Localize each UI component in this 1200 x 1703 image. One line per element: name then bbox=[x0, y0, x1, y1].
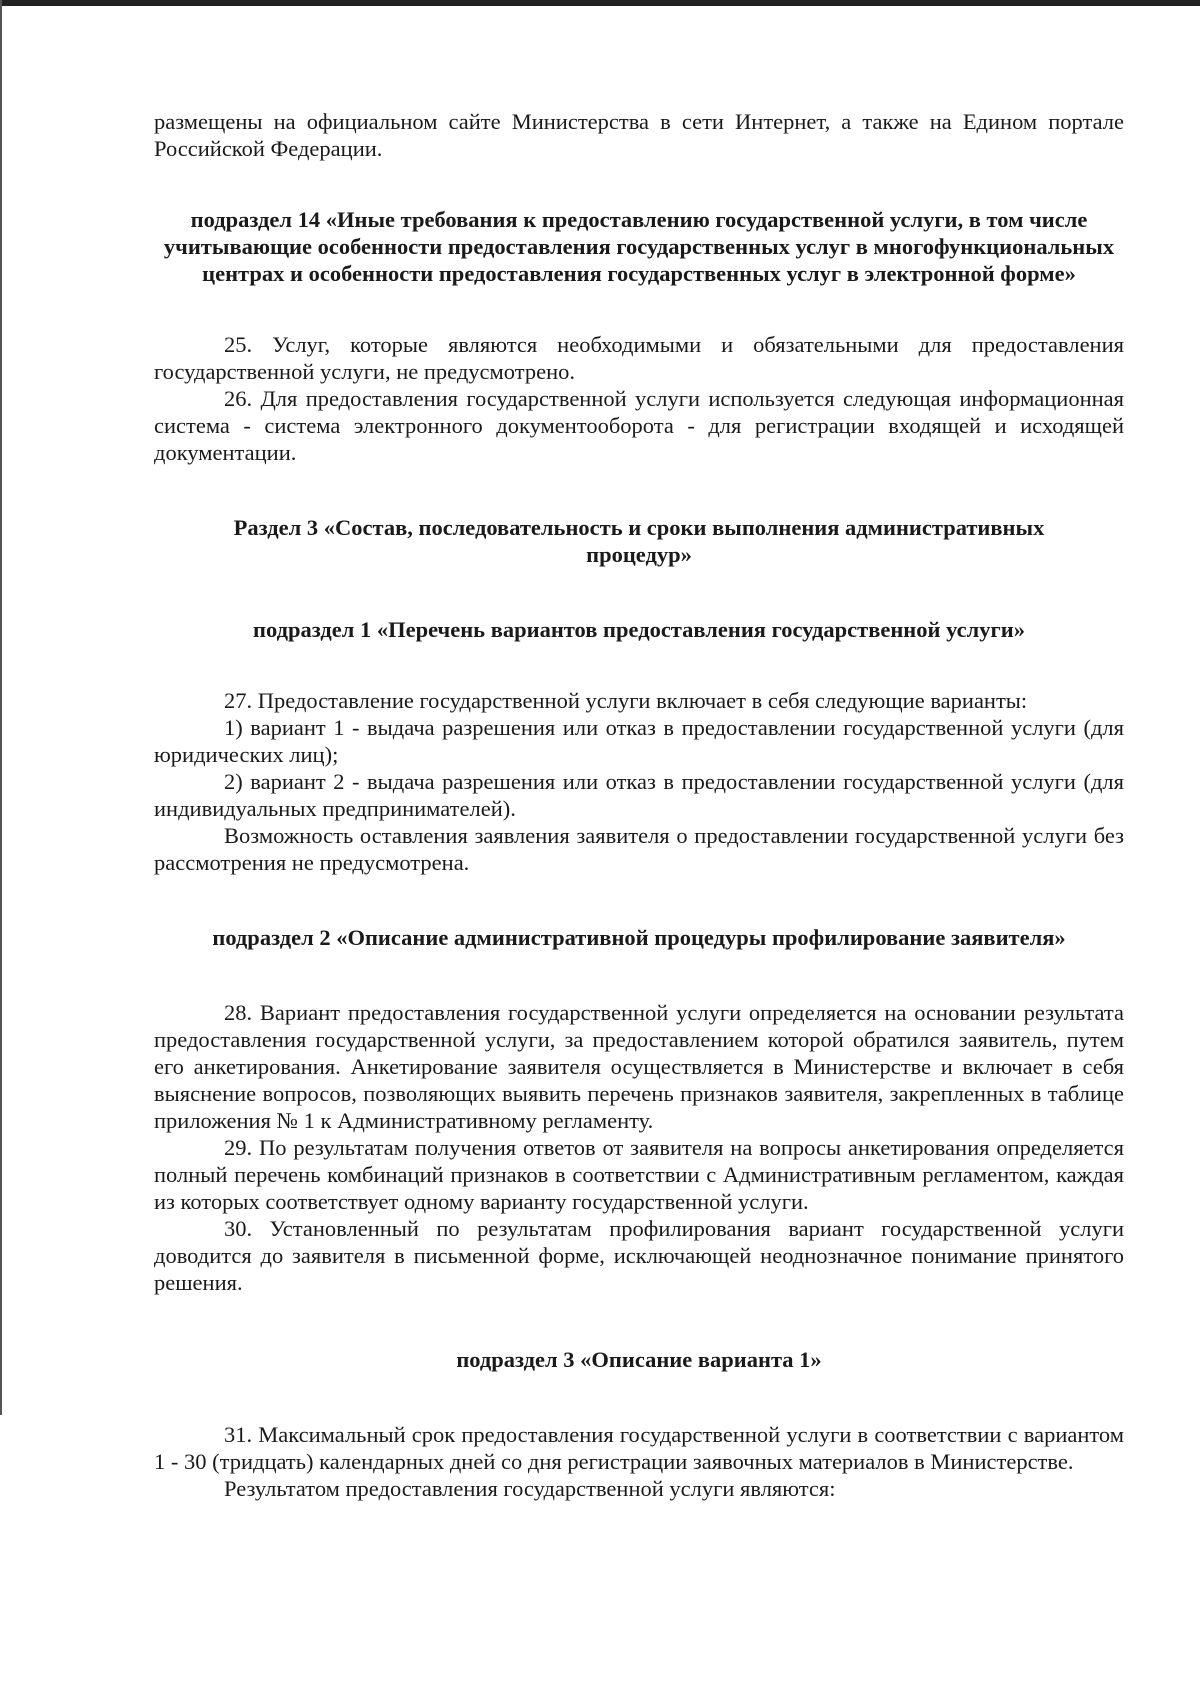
spacer bbox=[154, 466, 1124, 514]
paragraph-item-29: 29. По результатам получения ответов от заявителя на вопросы анкетирования определяется полный перечень комбинаций признаков в соответствии с Административным регламентом, каждая из которых соответствует одному варианту государственной услуги. bbox=[154, 1135, 1124, 1214]
subsection-14-heading: подраздел 14 «Иные требования к предоставлению государственной услуги, в том числе учитывающие особенности предоставления государственных услуг в многофункциональных центрах и особенности предоставления государственных услуг в электронной форме» bbox=[163, 207, 1115, 286]
subsection-1-heading: подраздел 1 «Перечень вариантов предоставления государственной услуги» bbox=[253, 617, 1025, 642]
spacer bbox=[154, 1296, 1124, 1346]
paragraph-no-dismissal: Возможность оставления заявления заявителя о предоставлении государственной услуги без рассмотрения не предусмотрена. bbox=[154, 823, 1124, 875]
paragraph-item-27: 27. Предоставление государственной услуги включает в себя следующие варианты: bbox=[224, 688, 1028, 713]
spacer bbox=[154, 568, 1124, 616]
document-page bbox=[154, 108, 1124, 1502]
spacer bbox=[154, 643, 1124, 687]
paragraph-item-30: 30. Установленный по результатам профилирования вариант государственной услуги доводится до заявителя в письменной форме, исключающей неоднозначное понимание принятого решения. bbox=[154, 1216, 1124, 1295]
spacer bbox=[154, 1373, 1124, 1421]
paragraph-item-25: 25. Услуг, которые являются необходимыми и обязательными для предоставления государственной услуги, не предусмотрено. bbox=[154, 332, 1124, 384]
subsection-2-heading: подраздел 2 «Описание административной процедуры профилирование заявителя» bbox=[212, 925, 1066, 950]
paragraph-item-31: 31. Максимальный срок предоставления государственной услуги в соответствии с вариантом 1 - 30 (тридцать) календарных дней со дня регистрации заявочных материалов в Министерстве. bbox=[154, 1422, 1124, 1474]
spacer bbox=[154, 876, 1124, 924]
section-3-heading: Раздел 3 «Состав, последовательность и сроки выполнения административных процедур» bbox=[233, 515, 1045, 567]
page-top-border bbox=[0, 0, 1200, 6]
paragraph-variant-1: 1) вариант 1 - выдача разрешения или отказ в предоставлении государственной услуги (для юридических лиц); bbox=[154, 715, 1124, 767]
subsection-3-heading: подраздел 3 «Описание варианта 1» bbox=[456, 1347, 822, 1372]
paragraph-item-28: 28. Вариант предоставления государственной услуги определяется на основании результата предоставления государственной услуги, за предоставлением которой обратился заявитель, путем его анкетирования. Анкетирование заявителя осуществляется в Министерстве и включает в себя выяснение вопросов, позволяющих выявить перечень признаков заявителя, закрепленных в таблице приложения № 1 к Административному регламенту. bbox=[154, 1000, 1124, 1133]
paragraph-item-26: 26. Для предоставления государственной услуги используется следующая информационная система - система электронного документооборота - для регистрации входящей и исходящей документации. bbox=[154, 386, 1124, 465]
spacer bbox=[154, 287, 1124, 331]
spacer bbox=[154, 162, 1124, 206]
intro-paragraph: размещены на официальном сайте Министерства в сети Интернет, а также на Едином портале Российской Федерации. bbox=[154, 109, 1124, 161]
spacer bbox=[154, 951, 1124, 999]
page-left-edge bbox=[0, 0, 2, 1415]
paragraph-result-intro: Результатом предоставления государственной услуги являются: bbox=[224, 1476, 836, 1501]
paragraph-variant-2: 2) вариант 2 - выдача разрешения или отказ в предоставлении государственной услуги (для индивидуальных предпринимателей). bbox=[154, 769, 1124, 821]
